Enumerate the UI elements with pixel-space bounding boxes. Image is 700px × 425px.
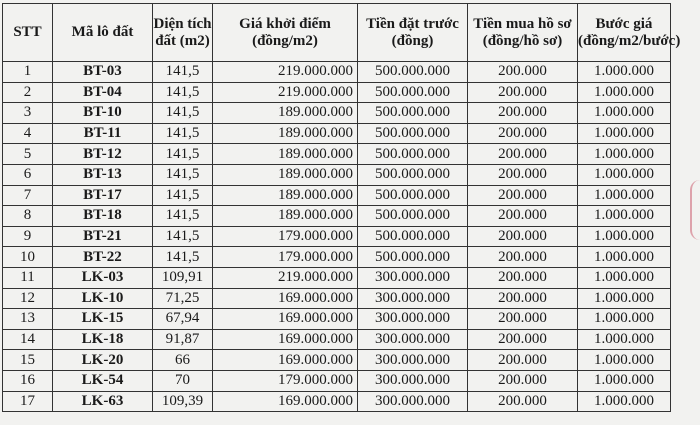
- cell-starting-price: 179.000.000: [213, 226, 358, 247]
- cell-dossier-fee: 200.000: [468, 391, 578, 412]
- cell-price-step: 1.000.000: [578, 267, 671, 288]
- table-header: [3, 4, 681, 62]
- cell-stt: 2: [3, 82, 53, 103]
- cell-stt: 17: [3, 391, 53, 412]
- land-lot-table: [2, 3, 681, 412]
- cell-deposit: 300.000.000: [358, 350, 468, 371]
- cell-deposit: 500.000.000: [358, 226, 468, 247]
- cell-stt: 13: [3, 309, 53, 330]
- cell-stt: 7: [3, 185, 53, 206]
- cell-lot-code: BT-22: [53, 247, 153, 268]
- cell-price-step: 1.000.000: [578, 247, 671, 268]
- cell-deposit: 500.000.000: [358, 123, 468, 144]
- cell-starting-price: 219.000.000: [213, 62, 358, 83]
- cell-lot-code: LK-10: [53, 288, 153, 309]
- cell-price-step: 1.000.000: [578, 206, 671, 227]
- cell-deposit: 500.000.000: [358, 82, 468, 103]
- cell-deposit: 500.000.000: [358, 206, 468, 227]
- cell-price-step: 1.000.000: [578, 226, 671, 247]
- cell-deposit: 300.000.000: [358, 391, 468, 412]
- header-price-step: Bước giá (đồng/m2/bước): [578, 4, 671, 62]
- cell-starting-price: 219.000.000: [213, 267, 358, 288]
- cell-price-step: 1.000.000: [578, 164, 671, 185]
- table-row: [3, 82, 671, 103]
- table-row: [3, 226, 671, 247]
- table-row: [3, 267, 671, 288]
- cell-area: 109,39: [153, 391, 213, 412]
- cell-deposit: 500.000.000: [358, 62, 468, 83]
- cell-area: 91,87: [153, 329, 213, 350]
- cell-stt: 10: [3, 247, 53, 268]
- cell-area: 70: [153, 370, 213, 391]
- cell-area: 109,91: [153, 267, 213, 288]
- cell-deposit: 300.000.000: [358, 309, 468, 330]
- cell-starting-price: 169.000.000: [213, 329, 358, 350]
- cell-deposit: 500.000.000: [358, 247, 468, 268]
- table-row: [3, 350, 671, 371]
- cell-dossier-fee: 200.000: [468, 185, 578, 206]
- cell-deposit: 500.000.000: [358, 103, 468, 124]
- table-row: [3, 62, 671, 83]
- cell-area: 141,5: [153, 144, 213, 165]
- cell-lot-code: BT-21: [53, 226, 153, 247]
- cell-dossier-fee: 200.000: [468, 350, 578, 371]
- header-dossier-fee: Tiền mua hồ sơ (đồng/hồ sơ): [468, 4, 578, 62]
- cell-dossier-fee: 200.000: [468, 103, 578, 124]
- cell-dossier-fee: 200.000: [468, 144, 578, 165]
- cell-starting-price: 169.000.000: [213, 391, 358, 412]
- cell-stt: 12: [3, 288, 53, 309]
- header-lot-code: Mã lô đất: [53, 4, 153, 62]
- cell-price-step: 1.000.000: [578, 123, 671, 144]
- cell-deposit: 500.000.000: [358, 164, 468, 185]
- cell-price-step: 1.000.000: [578, 350, 671, 371]
- red-stamp-edge: [690, 180, 700, 240]
- cell-stt: 3: [3, 103, 53, 124]
- cell-dossier-fee: 200.000: [468, 247, 578, 268]
- cell-lot-code: LK-20: [53, 350, 153, 371]
- cell-stt: 15: [3, 350, 53, 371]
- table-row: [3, 391, 671, 412]
- cell-starting-price: 169.000.000: [213, 350, 358, 371]
- cell-lot-code: BT-04: [53, 82, 153, 103]
- cell-area: 141,5: [153, 247, 213, 268]
- cell-stt: 14: [3, 329, 53, 350]
- cell-area: 141,5: [153, 206, 213, 227]
- cell-area: 141,5: [153, 164, 213, 185]
- cell-area: 141,5: [153, 62, 213, 83]
- cell-price-step: 1.000.000: [578, 82, 671, 103]
- cell-area: 141,5: [153, 226, 213, 247]
- cell-lot-code: LK-63: [53, 391, 153, 412]
- cell-deposit: 500.000.000: [358, 185, 468, 206]
- cell-lot-code: LK-15: [53, 309, 153, 330]
- cell-stt: 6: [3, 164, 53, 185]
- cell-dossier-fee: 200.000: [468, 82, 578, 103]
- header-deposit: Tiền đặt trước (đồng): [358, 4, 468, 62]
- table-row: [3, 370, 671, 391]
- cell-dossier-fee: 200.000: [468, 164, 578, 185]
- table-row: [3, 247, 671, 268]
- cell-stt: 1: [3, 62, 53, 83]
- cell-area: 141,5: [153, 185, 213, 206]
- table-row: [3, 206, 671, 227]
- cell-starting-price: 179.000.000: [213, 247, 358, 268]
- cell-lot-code: BT-13: [53, 164, 153, 185]
- table-body: [3, 62, 671, 412]
- cell-stt: 11: [3, 267, 53, 288]
- cell-stt: 5: [3, 144, 53, 165]
- cell-price-step: 1.000.000: [578, 391, 671, 412]
- cell-starting-price: 189.000.000: [213, 123, 358, 144]
- cell-dossier-fee: 200.000: [468, 309, 578, 330]
- cell-starting-price: 179.000.000: [213, 370, 358, 391]
- cell-lot-code: LK-03: [53, 267, 153, 288]
- cell-stt: 16: [3, 370, 53, 391]
- cell-stt: 8: [3, 206, 53, 227]
- cell-price-step: 1.000.000: [578, 62, 671, 83]
- cell-starting-price: 189.000.000: [213, 164, 358, 185]
- cell-area: 141,5: [153, 123, 213, 144]
- cell-starting-price: 169.000.000: [213, 309, 358, 330]
- cell-starting-price: 169.000.000: [213, 288, 358, 309]
- cell-area: 141,5: [153, 103, 213, 124]
- table-row: [3, 164, 671, 185]
- cell-area: 67,94: [153, 309, 213, 330]
- cell-price-step: 1.000.000: [578, 103, 671, 124]
- cell-dossier-fee: 200.000: [468, 267, 578, 288]
- header-area: Diện tích đất (m2): [153, 4, 213, 62]
- cell-starting-price: 189.000.000: [213, 185, 358, 206]
- cell-lot-code: BT-17: [53, 185, 153, 206]
- table-row: [3, 329, 671, 350]
- cell-deposit: 300.000.000: [358, 370, 468, 391]
- cell-price-step: 1.000.000: [578, 309, 671, 330]
- cell-lot-code: LK-18: [53, 329, 153, 350]
- cell-stt: 9: [3, 226, 53, 247]
- cell-lot-code: BT-11: [53, 123, 153, 144]
- cell-area: 141,5: [153, 82, 213, 103]
- table-row: [3, 185, 671, 206]
- cell-price-step: 1.000.000: [578, 288, 671, 309]
- cell-lot-code: BT-03: [53, 62, 153, 83]
- table-row: [3, 144, 671, 165]
- cell-deposit: 300.000.000: [358, 329, 468, 350]
- cell-price-step: 1.000.000: [578, 370, 671, 391]
- cell-starting-price: 189.000.000: [213, 206, 358, 227]
- cell-area: 66: [153, 350, 213, 371]
- cell-price-step: 1.000.000: [578, 329, 671, 350]
- cell-dossier-fee: 200.000: [468, 329, 578, 350]
- cell-deposit: 300.000.000: [358, 267, 468, 288]
- cell-lot-code: BT-10: [53, 103, 153, 124]
- cell-dossier-fee: 200.000: [468, 123, 578, 144]
- cell-lot-code: BT-12: [53, 144, 153, 165]
- cell-lot-code: BT-18: [53, 206, 153, 227]
- header-starting-price: Giá khởi điểm (đồng/m2): [213, 4, 358, 62]
- table-row: [3, 103, 671, 124]
- table-row: [3, 288, 671, 309]
- cell-price-step: 1.000.000: [578, 144, 671, 165]
- cell-stt: 4: [3, 123, 53, 144]
- cell-dossier-fee: 200.000: [468, 226, 578, 247]
- cell-deposit: 500.000.000: [358, 144, 468, 165]
- cell-deposit: 300.000.000: [358, 288, 468, 309]
- cell-lot-code: LK-54: [53, 370, 153, 391]
- cell-starting-price: 189.000.000: [213, 103, 358, 124]
- table-row: [3, 123, 671, 144]
- header-row: [3, 4, 671, 62]
- table-row: [3, 309, 671, 330]
- cell-dossier-fee: 200.000: [468, 62, 578, 83]
- cell-dossier-fee: 200.000: [468, 206, 578, 227]
- cell-area: 71,25: [153, 288, 213, 309]
- cell-dossier-fee: 200.000: [468, 370, 578, 391]
- cell-price-step: 1.000.000: [578, 185, 671, 206]
- header-stt: STT: [3, 4, 53, 62]
- cell-starting-price: 189.000.000: [213, 144, 358, 165]
- cell-dossier-fee: 200.000: [468, 288, 578, 309]
- cell-starting-price: 219.000.000: [213, 82, 358, 103]
